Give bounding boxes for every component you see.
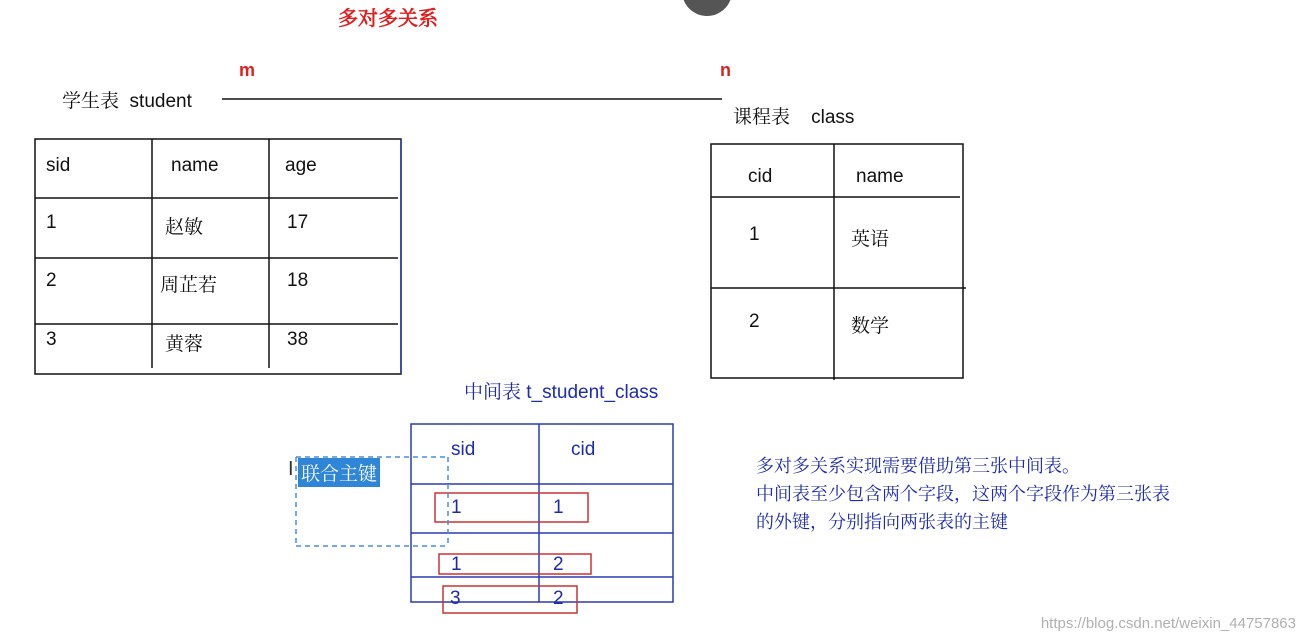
class-cell: 英语 xyxy=(851,229,890,250)
explanation-note xyxy=(756,452,1170,536)
student-cell: 17 xyxy=(287,212,309,233)
student-header-age: age xyxy=(285,155,317,176)
class-header-cid: cid xyxy=(748,166,773,187)
student-table-caption: 学生表 student xyxy=(62,91,192,112)
m-label: m xyxy=(239,60,256,80)
middle-cell: 1 xyxy=(451,554,462,575)
note-line: 多对多关系实现需要借助第三张中间表。 xyxy=(756,456,1080,476)
row-highlight-2 xyxy=(439,554,591,574)
student-header-sid: sid xyxy=(46,155,71,176)
middle-cell: 3 xyxy=(450,588,461,609)
student-cell: 2 xyxy=(46,270,57,291)
student-cell: 黄蓉 xyxy=(165,334,204,355)
middle-cell: 1 xyxy=(451,497,462,518)
note-line: 的外键，分别指向两张表的主键 xyxy=(756,512,1008,532)
middle-cell: 1 xyxy=(553,497,564,518)
watermark: https://blog.csdn.net/weixin_44757863 xyxy=(1040,615,1296,632)
student-cell: 赵敏 xyxy=(165,217,204,238)
note-line: 中间表至少包含两个字段，这两个字段作为第三张表 xyxy=(756,484,1170,504)
middle-cell: 2 xyxy=(553,588,564,609)
middle-header-sid: sid xyxy=(451,439,476,460)
class-cell: 1 xyxy=(749,224,760,245)
student-cell: 1 xyxy=(46,212,57,233)
text-cursor: I xyxy=(288,458,294,480)
class-header-name: name xyxy=(856,166,904,187)
class-cell: 2 xyxy=(749,311,760,332)
middle-table-caption: 中间表 t_student_class xyxy=(464,382,659,403)
student-cell: 3 xyxy=(46,329,57,350)
middle-header-cid: cid xyxy=(571,439,596,460)
n-label: n xyxy=(720,60,731,80)
composite-key-label[interactable]: 联合主键 xyxy=(298,458,380,487)
student-header-name: name xyxy=(171,155,219,176)
student-cell: 周芷若 xyxy=(160,275,218,296)
class-cell: 数学 xyxy=(851,316,890,337)
diagram-title: 多对多关系 xyxy=(338,8,438,30)
class-table-caption: 课程表 class xyxy=(733,107,855,128)
middle-cell: 2 xyxy=(553,554,564,575)
student-cell: 18 xyxy=(287,270,309,291)
student-cell: 38 xyxy=(287,329,309,350)
